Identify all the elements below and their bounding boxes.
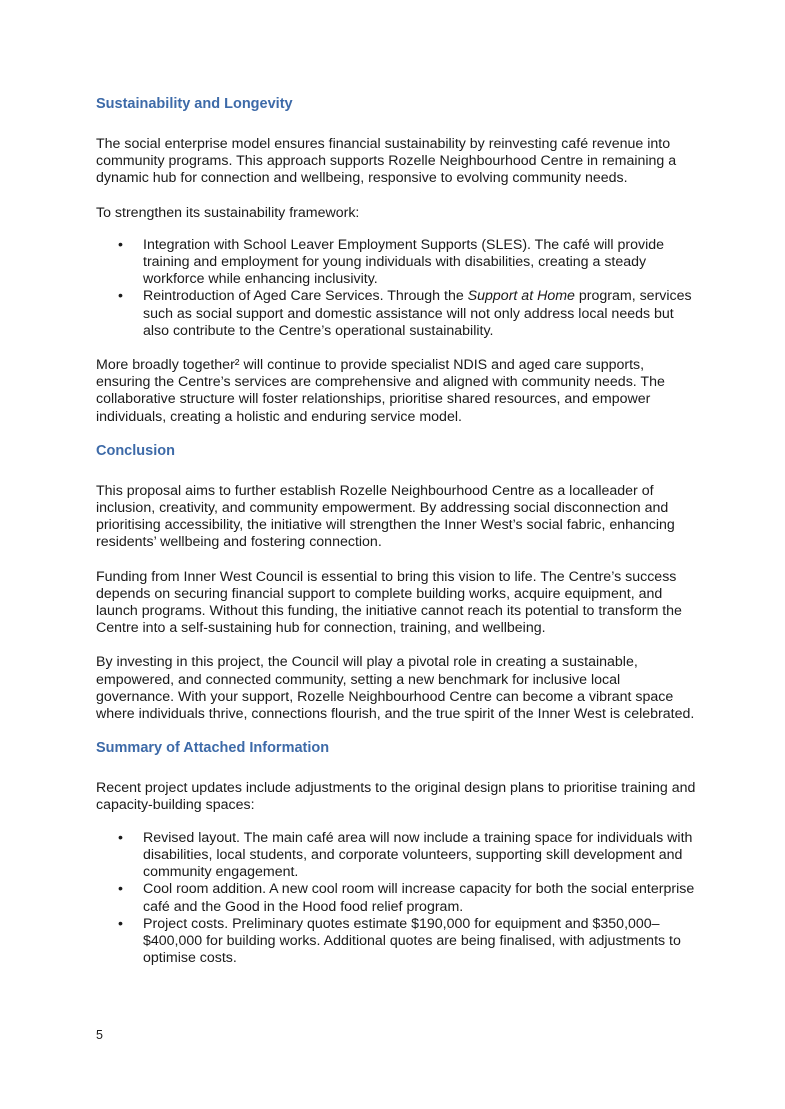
list-item-text: Revised layout. The main café area will now include a training space for individuals with disabilities, local students, and corporate volunteers, supporting skill development and community engagement. xyxy=(143,829,693,881)
bullet-icon: • xyxy=(118,236,123,253)
section-heading-sustainability: Sustainability and Longevity xyxy=(96,96,293,112)
list-item xyxy=(96,830,696,882)
list-item xyxy=(96,916,696,968)
paragraph: Recent project updates include adjustments to the original design plans to prioritise training and capacity-building spaces: xyxy=(96,780,696,814)
bullet-icon: • xyxy=(118,915,123,932)
bullet-list xyxy=(96,237,696,340)
list-item-text: Project costs. Preliminary quotes estimate $190,000 for equipment and $350,000–$400,000 for building works. Additional quotes are being finalised, with adjustments to optimise costs. xyxy=(143,915,681,967)
page-number: 5 xyxy=(96,1028,103,1042)
list-item xyxy=(96,881,696,915)
list-item xyxy=(96,288,696,340)
page-content xyxy=(96,96,696,967)
bullet-list xyxy=(96,830,696,968)
list-item-text-pre: Reintroduction of Aged Care Services. Through the xyxy=(143,288,468,305)
paragraph: To strengthen its sustainability framework: xyxy=(96,204,360,221)
paragraph: The social enterprise model ensures financial sustainability by reinvesting café revenue into community programs. This approach supports Rozelle Neighbourhood Centre in remaining a dynamic hub for connection and wellbeing, responsive to evolving community needs. xyxy=(96,136,677,187)
list-item-text-post: program, services such as social support and domestic assistance will not only address local needs but also contribute to the Centre’s operational sustainability. xyxy=(143,288,692,339)
paragraph: This proposal aims to further establish Rozelle Neighbourhood Centre as a localleader of inclusion, creativity, and community empowerment. By addressing social disconnection and prioritising accessibility, the initiative will strengthen the Inner West’s social fabric, enhancing residents’ wellbeing and fostering connection. xyxy=(96,482,675,551)
section-heading-conclusion: Conclusion xyxy=(96,442,175,459)
bullet-icon: • xyxy=(118,829,123,846)
list-item xyxy=(96,237,696,289)
bullet-icon: • xyxy=(118,288,123,305)
paragraph: More broadly together² will continue to provide specialist NDIS and aged care supports, ensuring the Centre’s services are comprehensive and aligned with community needs. The collaborative structure will foster relationships, prioritise shared resources, and empower individuals, creating a holistic and enduring service model. xyxy=(96,357,665,425)
bullet-icon: • xyxy=(118,881,123,898)
list-item-text: Integration with School Leaver Employment Supports (SLES). The café will provide training and employment for young individuals with disabilities, creating a steady workforce while enhancing inclusivity. xyxy=(143,236,664,288)
section-heading-summary: Summary of Attached Information xyxy=(96,740,330,757)
list-item-text: Cool room addition. A new cool room will increase capacity for both the social enterprise café and the Good in the Hood food relief program. xyxy=(143,881,695,915)
program-name: Support at Home xyxy=(467,288,575,305)
paragraph: Funding from Inner West Council is essential to bring this vision to life. The Centre’s success depends on securing financial support to complete building works, acquire equipment, and launch programs. Without this funding, the initiative cannot reach its potential to transform the Centre into a self-sustaining hub for connection, training, and wellbeing. xyxy=(96,568,682,637)
paragraph: By investing in this project, the Council will play a pivotal role in creating a sustainable, empowered, and connected community, setting a new benchmark for inclusive local governance. With your support, Rozelle Neighbourhood Centre can become a vibrant space where individuals thrive, connections flourish, and the true spirit of the Inner West is celebrated. xyxy=(96,654,695,723)
